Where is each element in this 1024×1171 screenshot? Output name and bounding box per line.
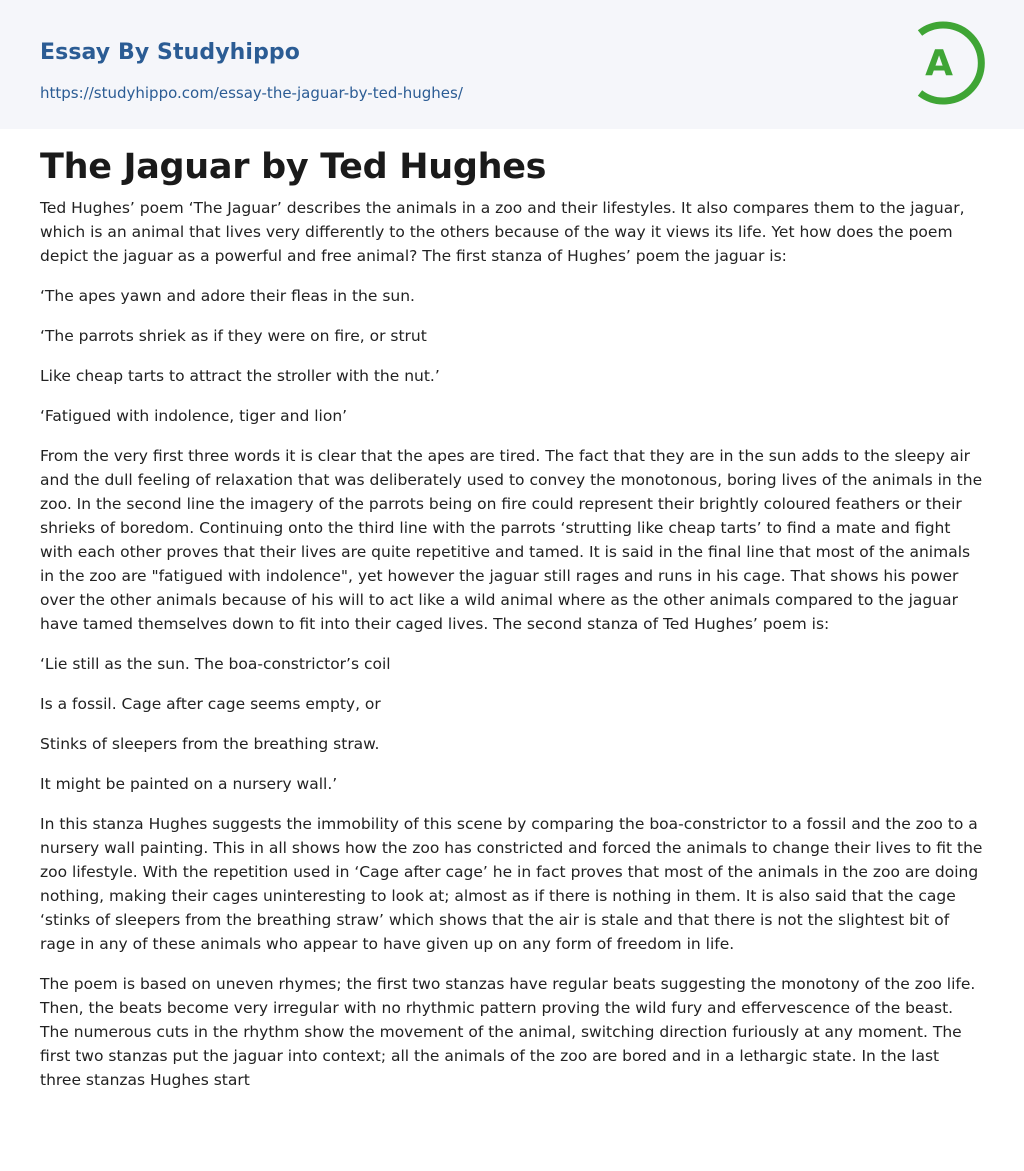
essay-paragraph: Ted Hughes’ poem ‘The Jaguar’ describes the animals in a zoo and their lifestyles. It also compares them to the jaguar, which is an animal that lives very differently to the others because of the way it views its life. Yet how does the poem depict the jaguar as a powerful and free animal? The first stanza of Hughes’ poem the jaguar is: [40, 199, 965, 265]
studyhippo-logo-icon[interactable] [912, 20, 986, 106]
poem-line: ‘Lie still as the sun. The boa-constrictor’s coil [40, 655, 391, 673]
poem-line: ‘The apes yawn and adore their fleas in the sun. [40, 287, 415, 305]
essay-url-link[interactable]: https://studyhippo.com/essay-the-jaguar-by-ted-hughes/ [40, 84, 463, 102]
poem-line: ‘Fatigued with indolence, tiger and lion’ [40, 407, 348, 425]
essay-title: The Jaguar by Ted Hughes [40, 147, 547, 187]
logo-letter: A [925, 43, 953, 84]
poem-line: It might be painted on a nursery wall.’ [40, 775, 338, 793]
poem-line: Stinks of sleepers from the breathing straw. [40, 735, 380, 753]
essay-paragraph: The poem is based on uneven rhymes; the first two stanzas have regular beats suggesting the monotony of the zoo life. Then, the beats become very irregular with no rhythmic pattern proving the wild fury and effervescence of the beast. The numerous cuts in the rhythm show the movement of the animal, switching direction furiously at any moment. The first two stanzas put the jaguar into context; all the animals of the zoo are bored and in a lethargic state. In the last three stanzas Hughes start [40, 975, 976, 1089]
essay-paragraph: In this stanza Hughes suggests the immobility of this scene by comparing the boa-constrictor to a fossil and the zoo to a nursery wall painting. This in all shows how the zoo has constricted and forced the animals to change their lives to fit the zoo lifestyle. With the repetition used in ‘Cage after cage’ he in fact proves that most of the animals in the zoo are doing nothing, making their cages uninteresting to look at; almost as if there is nothing in them. It is also said that the cage ‘stinks of sleepers from the breathing straw’ which shows that the air is stale and that there is not the slightest bit of rage in any of these animals who appear to have given up on any form of freedom in life. [40, 815, 983, 953]
poem-line: Like cheap tarts to attract the stroller with the nut.’ [40, 367, 440, 385]
poem-line: ‘The parrots shriek as if they were on fire, or strut [40, 327, 427, 345]
poem-line: Is a fossil. Cage after cage seems empty, or [40, 695, 381, 713]
site-header [0, 0, 1024, 129]
essay-content [40, 143, 984, 1108]
essay-paragraph: From the very first three words it is clear that the apes are tired. The fact that they are in the sun adds to the sleepy air and the dull feeling of relaxation that was deliberately used to convey the monotonous, boring lives of the animals in the zoo. In the second line the imagery of the parrots being on fire could represent their brightly coloured feathers or their shrieks of boredom. Continuing onto the third line with the parrots ‘strutting like cheap tarts’ to find a mate and fight with each other proves that their lives are quite repetitive and tamed. It is said in the final line that most of the animals in the zoo are "fatigued with indolence", yet however the jaguar still rages and runs in his cage. That shows his power over the other animals because of his will to act like a wild animal where as the other animals compared to the jaguar have tamed themselves down to fit into their caged lives. The second stanza of Ted Hughes’ poem is: [40, 447, 983, 633]
site-brand[interactable]: Essay By Studyhippo [40, 40, 300, 65]
